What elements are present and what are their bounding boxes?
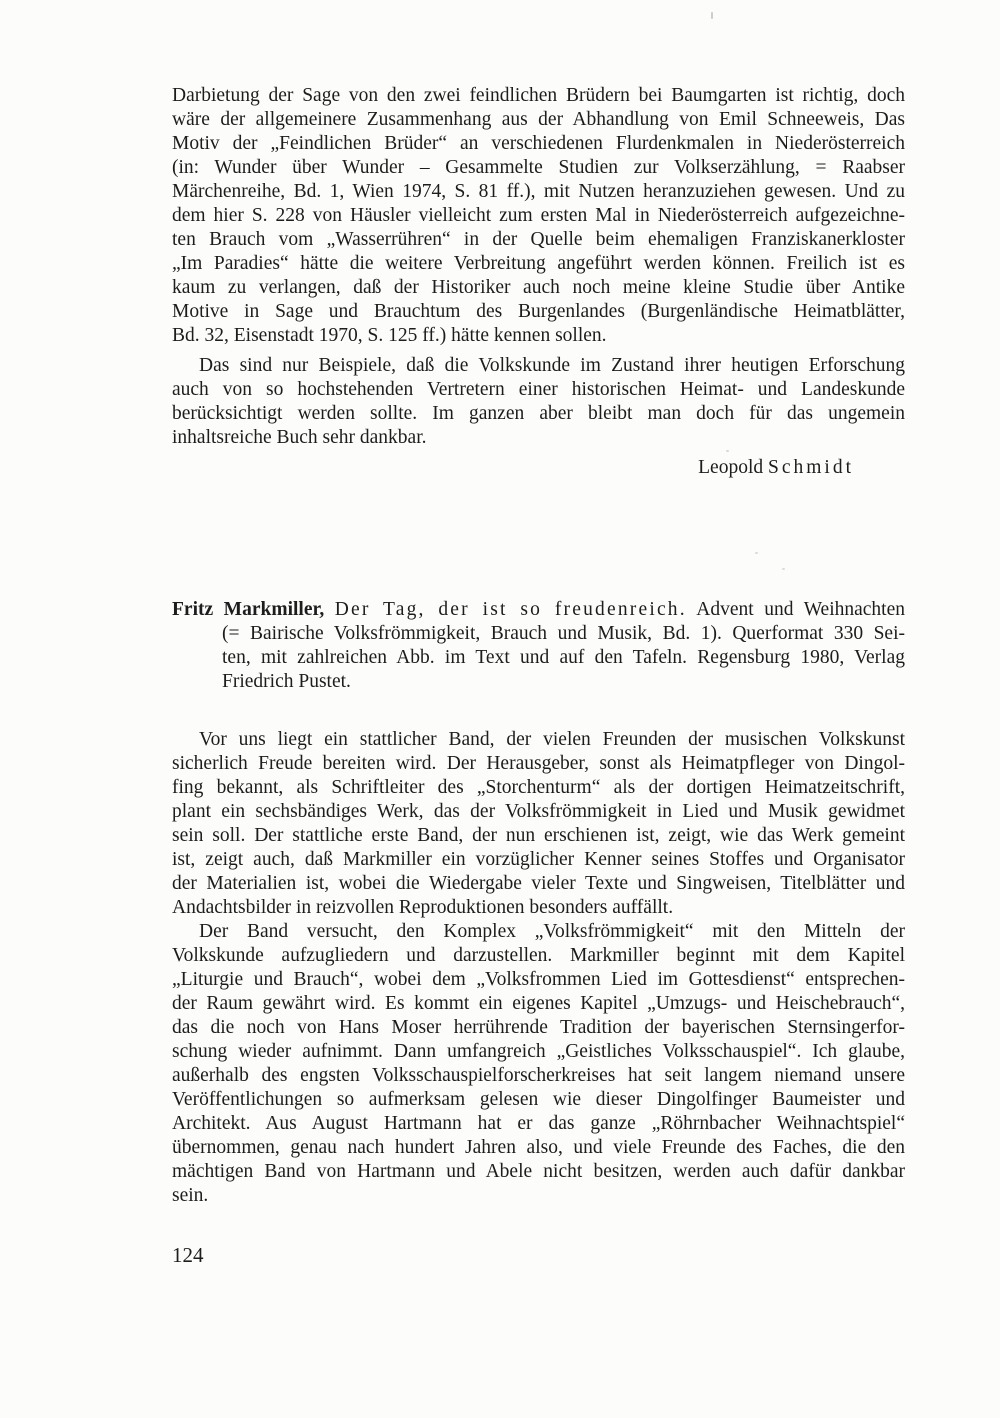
text-line: ten, mit zahlreichen Abb. im Text und auf den Tafeln. Regensburg 1980, Verlag bbox=[222, 647, 905, 668]
text-line: schung wieder aufnimmt. Dann umfangreich „Geistliches Volksschauspiel“. Ich glaube, bbox=[172, 1041, 905, 1062]
text-line: der Raum gewährt wird. Es kommt ein eigenes Kapitel „Umzugs- und Heischebrauch“, bbox=[172, 993, 905, 1014]
paragraph-4 bbox=[172, 920, 905, 1208]
text-line: Veröffentlichungen so aufmerksam gelesen wie dieser Dingolfinger Baumeister und bbox=[172, 1089, 905, 1110]
text-line: wäre der allgemeinere Zusammenhang aus der Abhandlung von Emil Schneeweis, Das bbox=[172, 109, 905, 130]
paragraph-2 bbox=[172, 354, 905, 450]
text-line: der Materialien ist, wobei die Wiedergabe vieler Texte und Singweisen, Titelblätter und bbox=[172, 873, 905, 894]
text-line: (= Bairische Volksfrömmigkeit, Brauch und Musik, Bd. 1). Querformat 330 Sei- bbox=[222, 623, 905, 644]
page-number: 124 bbox=[172, 1243, 204, 1267]
text-line: ten Brauch vom „Wasserrühren“ in der Quelle beim ehemaligen Franziskanerkloster bbox=[172, 229, 905, 250]
text-line: Bd. 32, Eisenstadt 1970, S. 125 ff.) hätte kennen sollen. bbox=[172, 325, 607, 346]
review-continuation bbox=[172, 622, 905, 694]
text-line: Architekt. Aus August Hartmann hat er das ganze „Röhrnbacher Weihnachtspiel“ bbox=[172, 1113, 905, 1134]
text-line: übernommen, genau nach hundert Jahren also, und viele Freunde des Faches, die den bbox=[172, 1137, 905, 1158]
text-line: berücksichtigt werden sollte. Im ganzen aber bleibt man doch für das ungemein bbox=[172, 403, 905, 424]
text-line: Andachtsbilder in reizvollen Reproduktionen besonders auffällt. bbox=[172, 897, 674, 918]
signature bbox=[698, 456, 854, 480]
review-entry bbox=[172, 598, 905, 694]
text-line: „Liturgie und Brauch“, wobei dem „Volksfrommen Lied im Gottesdienst“ entsprechen- bbox=[172, 969, 905, 990]
text-line: fing bekannt, als Schriftleiter des „Storchenturm“ als der dortigen Heimatzeitschrift, bbox=[172, 777, 905, 798]
text-line: Märchenreihe, Bd. 1, Wien 1974, S. 81 ff.), mit Nutzen heranzuziehen gewesen. Und zu bbox=[172, 181, 905, 202]
text-line: Vor uns liegt ein stattlicher Band, der vielen Freunden der musischen Volkskunst bbox=[199, 729, 905, 750]
text-line: sicherlich Freude bereiten wird. Der Herausgeber, sonst als Heimatpfleger von Dingol- bbox=[172, 753, 905, 774]
text-line: Friedrich Pustet. bbox=[222, 671, 351, 692]
signature-last-name: Schmidt bbox=[767, 457, 854, 478]
scan-speck bbox=[726, 450, 729, 452]
text-line: Darbietung der Sage von den zwei feindlichen Brüdern bei Baumgarten ist richtig, doch bbox=[172, 85, 905, 106]
text-line: außerhalb des engsten Volksschauspielforscherkreises hat seit langem niemand unsere bbox=[172, 1065, 905, 1086]
review-title-spaced: Der Tag, der ist so freudenreich. bbox=[334, 599, 687, 620]
text-line: dem hier S. 228 von Häusler vielleicht zum ersten Mal in Niederösterreich aufgezeichne- bbox=[172, 205, 905, 226]
review-title-rest: Advent und Weihnachten bbox=[686, 599, 905, 620]
text-line: sein soll. Der stattliche erste Band, der nun erschienen ist, zeigt, wie das Werk gemeint bbox=[172, 825, 905, 846]
text-line: Der Band versucht, den Komplex „Volksfrömmigkeit“ mit den Mitteln der bbox=[199, 921, 905, 942]
text-line: ist, zeigt auch, daß Markmiller ein vorzüglicher Kenner seines Stoffes und Organisator bbox=[172, 849, 905, 870]
text-line: Das sind nur Beispiele, daß die Volkskunde im Zustand ihrer heutigen Erforschung bbox=[199, 355, 905, 376]
scan-speck bbox=[755, 552, 758, 554]
review-author: Fritz Markmiller, bbox=[172, 599, 335, 620]
text-line: das die noch von Hans Moser herrührende Tradition der bayerischen Sternsingerfor- bbox=[172, 1017, 905, 1038]
text-line: Motive in Sage und Brauchtum des Burgenlandes (Burgenländische Heimatblätter, bbox=[172, 301, 905, 322]
text-line bbox=[172, 598, 905, 622]
scan-speck bbox=[711, 12, 713, 19]
text-line: Volkskunde aufzugliedern und darzustellen. Markmiller beginnt mit dem Kapitel bbox=[172, 945, 905, 966]
text-line: „Im Paradies“ hätte die weitere Verbreitung angeführt werden können. Freilich ist es bbox=[172, 253, 905, 274]
text-line: (in: Wunder über Wunder – Gesammelte Studien zur Volkserzählung, = Raabser bbox=[172, 157, 905, 178]
text-line: Motiv der „Feindlichen Brüder“ an verschiedenen Flurdenkmalen in Niederösterreich bbox=[172, 133, 905, 154]
signature-first-name: Leopold bbox=[698, 457, 768, 478]
paragraph-3 bbox=[172, 728, 905, 920]
paragraph-1-continuation bbox=[172, 84, 905, 348]
text-line: mächtigen Band von Hartmann und Abele nicht besitzen, werden auch dafür dankbar bbox=[172, 1161, 905, 1182]
text-line: sein. bbox=[172, 1185, 209, 1206]
scan-speck bbox=[782, 568, 785, 570]
text-line: inhaltsreiche Buch sehr dankbar. bbox=[172, 427, 427, 448]
text-line: auch von so hochstehenden Vertretern einer historischen Heimat- und Landeskunde bbox=[172, 379, 905, 400]
text-line: kaum zu verlangen, daß der Historiker auch noch meine kleine Studie über Antike bbox=[172, 277, 905, 298]
text-line: plant ein sechsbändiges Werk, das der Volksfrömmigkeit in Lied und Musik gewidmet bbox=[172, 801, 905, 822]
